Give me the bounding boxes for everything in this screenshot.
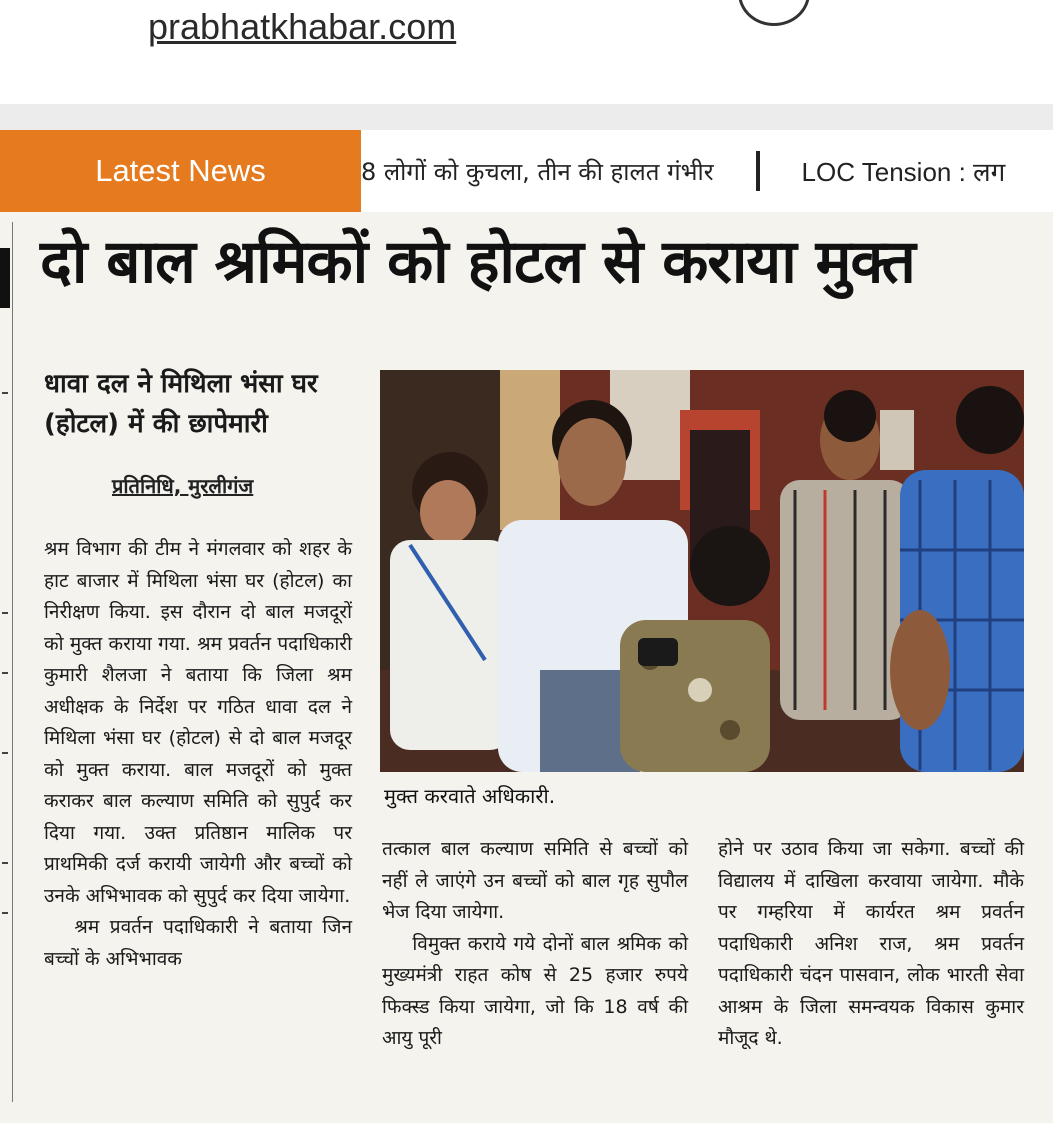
paragraph: होने पर उठाव किया जा सकेगा. बच्चों की विद्यालय में दाखिला करवाया जायेगा. मौके पर गम्हरिया में कार्यरत श्रम प्रवर्तन पदाधिकारी अनिश राज, श्रम प्रवर्तन पदाधिकारी चंदन पासवान, लोक भारती सेवा आश्रम के जिला समन्वयक विकास कुमार मौजूद थे.	[718, 838, 1024, 1049]
adjacent-text-fragment	[2, 862, 8, 864]
photo-illustration	[380, 370, 1024, 772]
paragraph: तत्काल बाल कल्याण समिति से बच्चों को नहीं ले जाएंगे उन बच्चों को बाल गृह सुपौल भेज दिया जायेगा.	[382, 838, 688, 923]
article-photo	[380, 370, 1024, 772]
ticker-separator	[756, 151, 760, 191]
adjacent-text-fragment	[2, 612, 8, 614]
adjacent-text-fragment	[2, 752, 8, 754]
adjacent-text-fragment	[2, 912, 8, 914]
adjacent-text-fragment	[2, 392, 8, 394]
ticker-item[interactable]: LOC Tension : लग	[801, 157, 1006, 187]
article-column-1	[44, 534, 352, 975]
article-byline: प्रतिनिधि, मुरलीगंज	[112, 474, 254, 498]
adjacent-column-edge	[0, 248, 10, 308]
paragraph: श्रम प्रवर्तन पदाधिकारी ने बताया जिन बच्चों के अभिभावक	[44, 916, 352, 970]
article-headline: दो बाल श्रमिकों को होटल से कराया मुक्त	[40, 227, 915, 297]
site-url-link[interactable]: prabhatkhabar.com	[148, 6, 457, 47]
latest-news-label[interactable]: Latest News	[0, 130, 361, 212]
article-subheadline: धावा दल ने मिथिला भंसा घर (होटल) में की छापेमारी	[44, 369, 318, 439]
header-divider	[0, 104, 1053, 130]
article-column-2	[382, 834, 688, 1055]
paragraph: विमुक्त कराये गये दोनों बाल श्रमिक को मुख्यमंत्री राहत कोष से 25 हजार रुपये फिक्स्ड किया जायेगा, जो कि 18 वर्ष की आयु पूरी	[382, 932, 688, 1049]
top-partial-button[interactable]	[738, 0, 810, 26]
photo-caption: मुक्त करवाते अधिकारी.	[384, 784, 556, 808]
ticker-item[interactable]: 8 लोगों को कुचला, तीन की हालत गंभीर	[361, 157, 714, 186]
newspaper-clipping	[0, 212, 1053, 1123]
adjacent-text-fragment	[2, 672, 8, 674]
paragraph: श्रम विभाग की टीम ने मंगलवार को शहर के हाट बाजार में मिथिला भंसा घर (होटल) का निरीक्षण किया. इस दौरान दो बाल मजदूरों को मुक्त कराया गया. श्रम प्रवर्तन पदाधिकारी कुमारी शैलजा ने बताया कि जिला श्रम अधीक्षक के निर्देश पर गठित धावा दल ने मिथिला भंसा घर (होटल) से दो बाल मजदूर को मुक्त कराया. बाल मजदूरों को मुक्त कराकर बाल कल्याण समिति को सुपुर्द कर दिया गया. उक्त प्रतिष्ठान मालिक पर प्राथमिकी दर्ज करायी जायेगी और बच्चों को उनके अभिभावक को सुपुर्द कर दिया जायेगा.	[44, 538, 352, 907]
column-rule	[12, 222, 13, 1102]
news-ticker	[0, 130, 1053, 212]
ticker-items	[361, 130, 1053, 212]
article-column-3	[718, 834, 1024, 1055]
